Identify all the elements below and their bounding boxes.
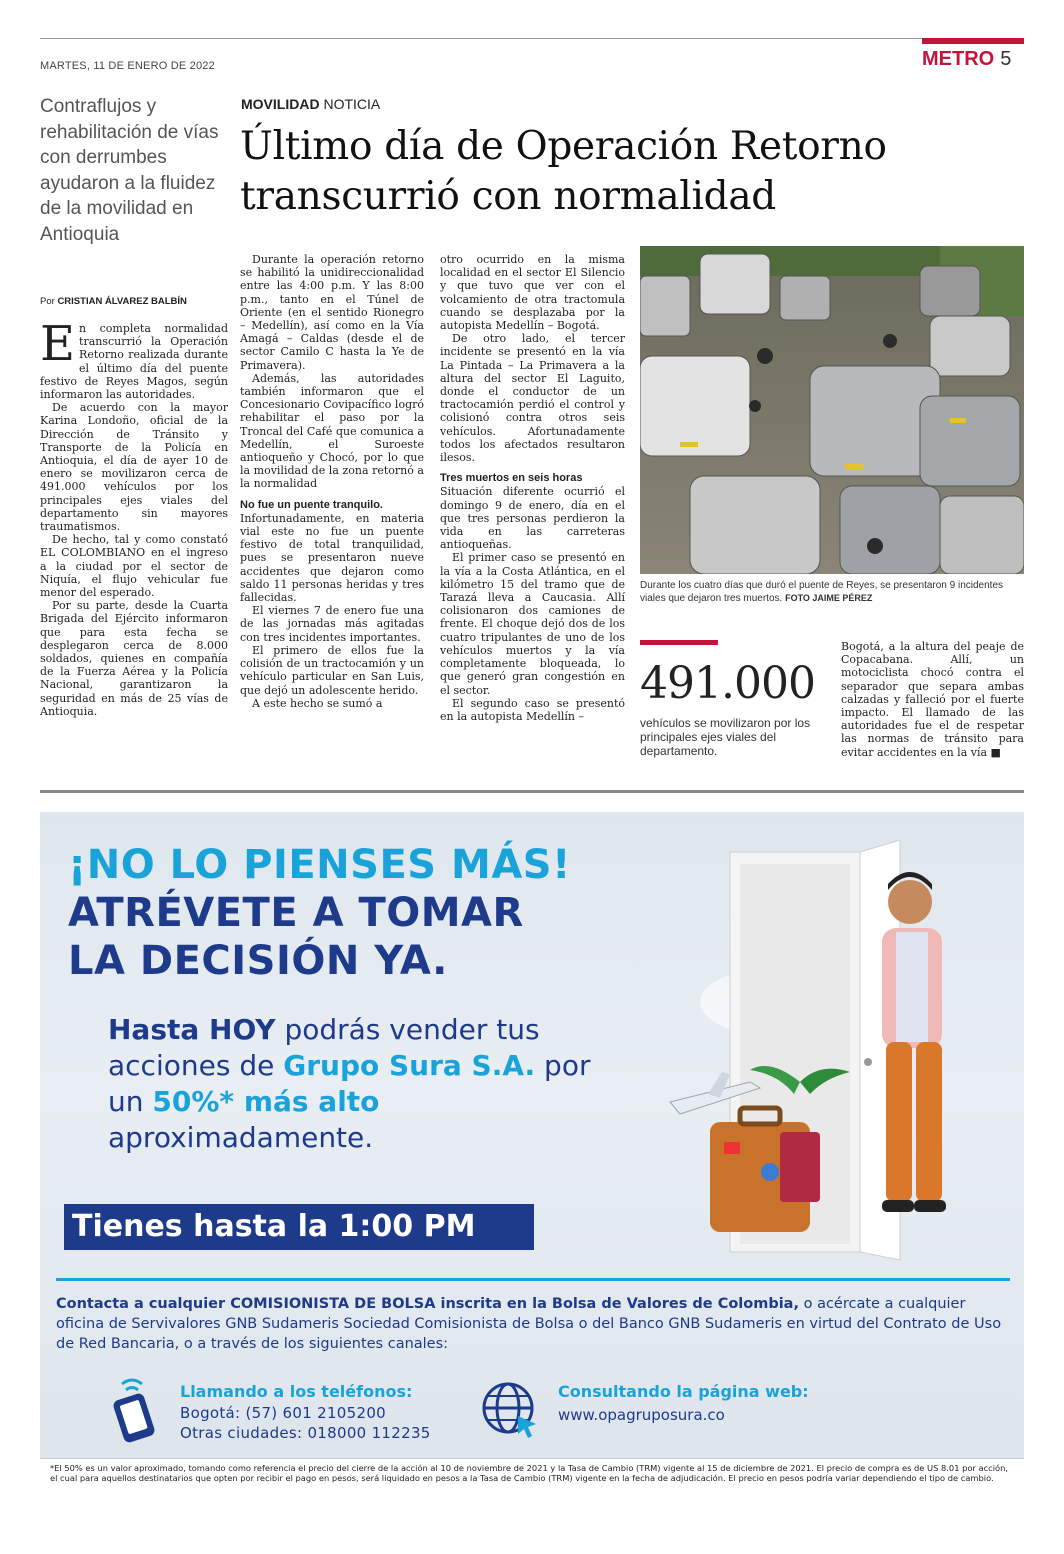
paragraph: Infortunadamente, en materia vial este no fue un puente festivo de total tranquilidad, pues se presentaron nueve accidentes que dejaron como saldo 11 personas heridas y tres fallecidas. bbox=[240, 511, 424, 605]
ad-body-highlight: Hasta HOY bbox=[108, 1013, 276, 1046]
ad-phone-other-cities[interactable]: Otras ciudades: 018000 112235 bbox=[180, 1424, 431, 1442]
ad-percentage: 50%* más alto bbox=[152, 1085, 380, 1118]
phone-icon bbox=[108, 1374, 168, 1444]
article-column-2 bbox=[240, 253, 424, 710]
ad-disclaimer: *El 50% es un valor aproximado, tomando como referencia el precio del cierre de la acción al 10 de noviembre de 2021 y la Tasa de Cambio (TRM) vigente al 15 de diciembre de 2021. El precio de compra es de US 8.01 por acción, el cual para aquellos destinatarios que opten por recibir el pago en pesos, será liquidado en pesos a la Tasa de Cambio (TRM) vigente en la fecha de adjudicación. El precio en pesos podría variar dependiendo el tipo de cambio. bbox=[40, 1458, 1024, 1512]
ad-body-text-part: por un bbox=[108, 1049, 591, 1118]
kicker-section: MOVILIDAD bbox=[241, 96, 320, 112]
paragraph: Bogotá, a la altura del peaje de Copacabana. Allí, un motociclista chocó contra el separador que separa ambas calzadas y falleció por el fuerte impacto. El llamado de las autoridades fue el de respetar las normas de tránsito para evitar accidentes en la vía ■ bbox=[841, 640, 1024, 759]
ad-headline-3: LA DECISIÓN YA. bbox=[68, 938, 448, 984]
ad-body-text-part: aproximadamente. bbox=[108, 1121, 374, 1154]
paragraph: otro ocurrido en la misma localidad en el sector El Silencio y que tuvo que ver con el volcamiento de otra tractomula cuando se desplazaba por la autopista Medellín – Bogotá. bbox=[440, 253, 625, 333]
paragraph: El segundo caso se presentó en la autopista Medellín – bbox=[440, 696, 625, 723]
paragraph: El primero de ellos fue la colisión de un tractocamión y un vehículo particular en San Luis, que dejó un adolescente herido. bbox=[240, 643, 424, 697]
ad-deadline-banner: Tienes hasta la 1:00 PM bbox=[64, 1204, 534, 1250]
stat-label: vehículos se movilizaron por los principales ejes viales del departamento. bbox=[640, 716, 811, 758]
article-column-3 bbox=[440, 253, 625, 723]
paragraph: Además, las autoridades también informaron que el Concesionario Covipacífico logró rehabilitar el paso por la Troncal del Café que comunica a Medellín, el Suroeste antioqueño y Chocó, por lo que la movilidad de la zona retornó a la normalidad bbox=[240, 371, 424, 491]
globe-icon bbox=[478, 1378, 542, 1442]
paragraph: Por su parte, desde la Cuarta Brigada del Ejército informaron que para esta fecha se desplegaron cerca de 8.000 soldados, quienes en compañía de la Fuerza Aérea y la Policía Nacional, garantizaron la seguridad en más de 25 vías de Antioquia. bbox=[40, 599, 228, 718]
byline-author: CRISTIAN ÁLVAREZ BALBÍN bbox=[57, 296, 187, 307]
article-kicker bbox=[241, 96, 380, 112]
ad-contact-highlight: Contacta a cualquier COMISIONISTA DE BOLSA inscrita en la Bolsa de Valores de Colombia, bbox=[56, 1296, 799, 1312]
top-rule bbox=[40, 38, 1024, 39]
ad-phone-title: Llamando a los teléfonos: bbox=[180, 1382, 413, 1401]
stat-figure: 491.000 bbox=[640, 658, 815, 709]
section-header bbox=[922, 38, 1024, 72]
drop-cap: E bbox=[40, 316, 76, 372]
ad-web-title: Consultando la página web: bbox=[558, 1382, 809, 1401]
ad-body-text-part: podrás vender tus acciones de bbox=[108, 1013, 540, 1082]
paragraph: El viernes 7 de enero fue una de las jornadas más agitadas con tres incidentes importantes. bbox=[240, 604, 424, 644]
ad-headline-1: ¡NO LO PIENSES MÁS! bbox=[68, 842, 571, 888]
caption-text: Durante los cuatro días que duró el puente de Reyes, se presentaron 9 incidentes viales que dejaron tres muertos. bbox=[640, 580, 1004, 604]
section-name: METRO bbox=[922, 48, 995, 70]
ad-divider bbox=[56, 1278, 1010, 1281]
article-summary: Contraflujos y rehabilitación de vías con derrumbes ayudaron a la fluidez de la movilidad en Antioquia bbox=[40, 96, 219, 245]
paragraph: A este hecho se sumó a bbox=[252, 696, 383, 710]
kicker-type: NOTICIA bbox=[323, 96, 381, 112]
paragraph: De hecho, tal y como constató EL COLOMBIANO en el ingreso a la ciudad por el sector de Niquía, el flujo vehicular fue menor del esperado. bbox=[40, 533, 228, 600]
ad-body-text bbox=[108, 1012, 628, 1156]
ad-contact-rest: o acércate a cualquier oficina de Servivalores GNB Sudameris Sociedad Comisionista de Bolsa o del Banco GNB Sudameris en virtud del Contrato de Uso de Red Bancaria, o a través de los siguientes canales: bbox=[56, 1296, 1002, 1352]
byline-prefix: Por bbox=[40, 296, 55, 307]
byline bbox=[40, 296, 230, 307]
subheading: Tres muertos en seis horas bbox=[440, 472, 583, 485]
article-headline: Último día de Operación Retorno transcurrió con normalidad bbox=[240, 124, 887, 219]
paragraph: n completa normalidad transcurrió la Operación Retorno realizada durante el último día del puente festivo de Reyes Magos, según informaron las autoridades. bbox=[40, 322, 228, 402]
paragraph: De otro lado, el tercer incidente se presentó en la vía La Pintada – La Primavera a la altura del sector El Laguito, donde el conductor de un tractocamión perdió el control y colisionó contra otros seis vehículos. Afortunadamente todos los afectados resultaron ilesos. bbox=[440, 332, 625, 465]
ad-phone-bogota[interactable]: Bogotá: (57) 601 2105200 bbox=[180, 1404, 387, 1422]
article-column-4 bbox=[841, 640, 1024, 759]
traffic-photo bbox=[640, 246, 1024, 574]
advertisement[interactable] bbox=[40, 812, 1024, 1512]
issue-date: MARTES, 11 DE ENERO DE 2022 bbox=[40, 60, 215, 72]
photo-credit: FOTO JAIME PÉREZ bbox=[785, 593, 873, 603]
ad-web-link[interactable]: www.opagruposura.co bbox=[558, 1406, 725, 1424]
article-column-1 bbox=[40, 316, 228, 718]
paragraph: Durante la operación retorno se habilitó la unidireccionalidad entre las 4:00 p.m. Y las 8:00 p.m., tanto en el Túnel de Oriente (en el sentido Rionegro – Medellín), así como en la Vía Amagá – Caldas (desde el de sector Camilo C hasta la Ye de Primavera). bbox=[240, 253, 424, 372]
paragraph: Situación diferente ocurrió el domingo 9 de enero, día en el que tres personas perdieron la vida en las carreteras antioqueñas. bbox=[440, 485, 625, 552]
ad-contact-text bbox=[56, 1294, 1016, 1354]
subheading: No fue un puente tranquilo. bbox=[240, 498, 383, 511]
ad-headline-2: ATRÉVETE A TOMAR bbox=[68, 890, 524, 936]
photo-caption bbox=[640, 579, 1024, 605]
paragraph: El primer caso se presentó en la vía a la Costa Atlántica, en el kilómetro 15 del tramo que de Tarazá lleva a Caucasia. Allí colisionaron dos camiones de frente. El choque dejó dos de los cuatro tripulantes de uno de los vehículos muertos y la vía completamente bloqueada, lo que generó gran congestión en el sector. bbox=[440, 551, 625, 697]
page-number: 5 bbox=[1000, 48, 1012, 70]
ad-company-name: Grupo Sura S.A. bbox=[283, 1049, 536, 1082]
paragraph: De acuerdo con la mayor Karina Londoño, oficial de la Dirección de Tránsito y Transporte de la Policía en Antioquia, el día de ayer 10 de enero se movilizaron cerca de 491.000 vehículos por los principales ejes viales del departamento sin mayores traumatismos. bbox=[40, 401, 228, 534]
section-divider bbox=[40, 790, 1024, 793]
stat-accent-bar bbox=[640, 640, 718, 645]
ad-illustration bbox=[660, 832, 1000, 1272]
